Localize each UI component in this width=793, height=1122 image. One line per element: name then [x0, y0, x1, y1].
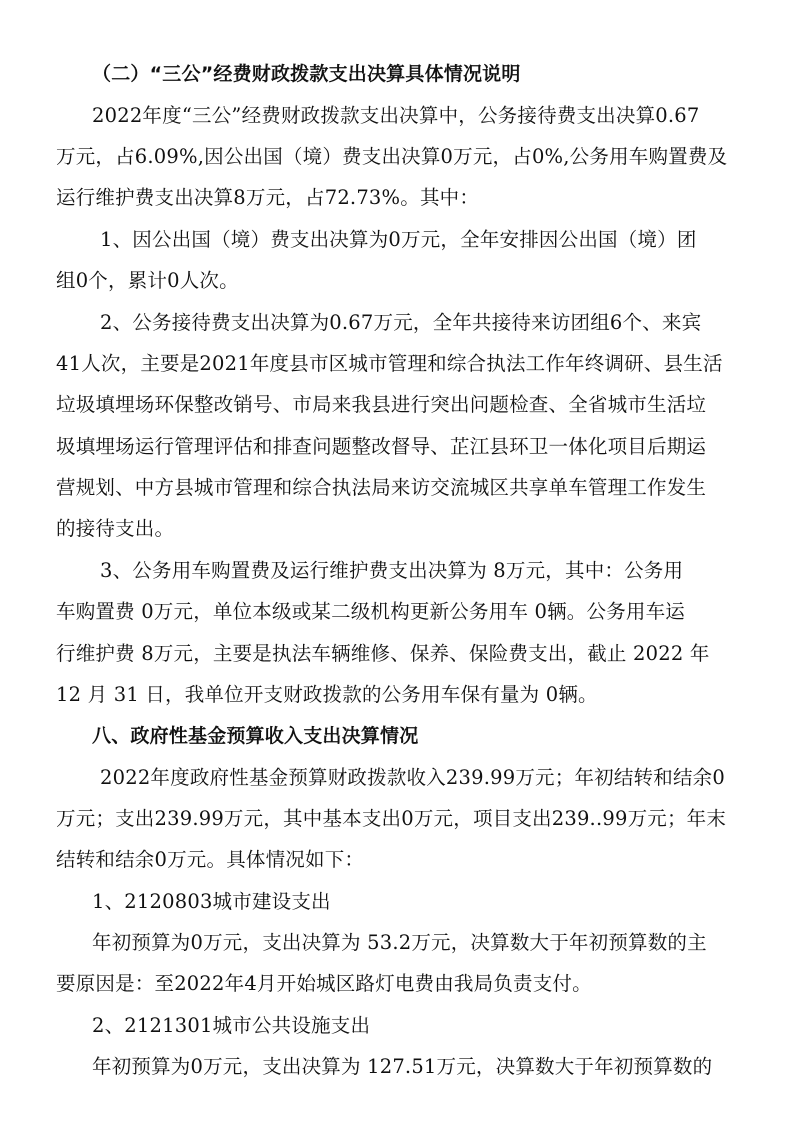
paragraph-line: 要原因是：至2022年4月开始城区路灯电费由我局负责支付。: [56, 972, 592, 995]
paragraph-line: 2022年度“三公”经费财政拨款支出决算中，公务接待费支出决算0.67: [92, 104, 700, 127]
paragraph-line: 行维护费 8万元，主要是执法车辆维修、保养、保险费支出，截止 2022 年: [56, 642, 710, 665]
paragraph-line: 车购置费 0万元，单位本级或某二级机构更新公务用车 0辆。公务用车运: [56, 600, 686, 623]
paragraph-line: 1、因公出国（境）费支出决算为0万元，全年安排因公出国（境）团: [100, 228, 697, 251]
paragraph-line: 年初预算为0万元，支出决算为 127.51万元，决算数大于年初预算数的: [92, 1055, 713, 1078]
section-heading-sangong: （二）“三公”经费财政拨款支出决算具体情况说明: [92, 63, 521, 85]
paragraph-line: 结转和结余0万元。具体情况如下：: [56, 848, 365, 871]
paragraph-line: 营规划、中方县城市管理和综合执法局来访交流城区共享单车管理工作发生: [56, 476, 707, 499]
paragraph-line: 万元，占6.09%,因公出国（境）费支出决算0万元，占0%,公务用车购置费及: [56, 145, 728, 168]
section-heading-fund-budget: 八、政府性基金预算收入支出决算情况: [92, 725, 419, 747]
paragraph-line: 的接待支出。: [56, 517, 175, 540]
paragraph-line: 2、公务接待费支出决算为0.67万元，全年共接待来访团组6个、来宾: [100, 311, 702, 334]
paragraph-line: 垃圾填埋场环保整改销号、市局来我县进行突出问题检查、全省城市生活垃: [56, 393, 707, 416]
paragraph-line: 年初预算为0万元，支出决算为 53.2万元，决算数大于年初预算数的主: [92, 931, 707, 954]
paragraph-line: 圾填埋场运行管理评估和排查问题整改督导、芷江县环卫一体化项目后期运: [56, 435, 707, 458]
paragraph-line: 12 月 31 日，我单位开支财政拨款的公务用车保有量为 0辆。: [56, 683, 598, 706]
subsection-heading: 2、2121301城市公共设施支出: [92, 1014, 371, 1037]
paragraph-line: 3、公务用车购置费及运行维护费支出决算为 8万元，其中：公务用: [100, 559, 684, 582]
paragraph-line: 41人次，主要是2021年度县市区城市管理和综合执法工作年终调研、县生活: [56, 352, 723, 375]
subsection-heading: 1、2120803城市建设支出: [92, 890, 331, 913]
paragraph-line: 2022年度政府性基金预算财政拨款收入239.99万元；年初结转和结余0: [100, 766, 725, 789]
paragraph-line: 万元；支出239.99万元，其中基本支出0万元，项目支出239..99万元；年末: [56, 807, 727, 830]
paragraph-line: 运行维护费支出决算8万元，占72.73%。其中：: [56, 186, 480, 209]
paragraph-line: 组0个，累计0人次。: [56, 269, 239, 292]
